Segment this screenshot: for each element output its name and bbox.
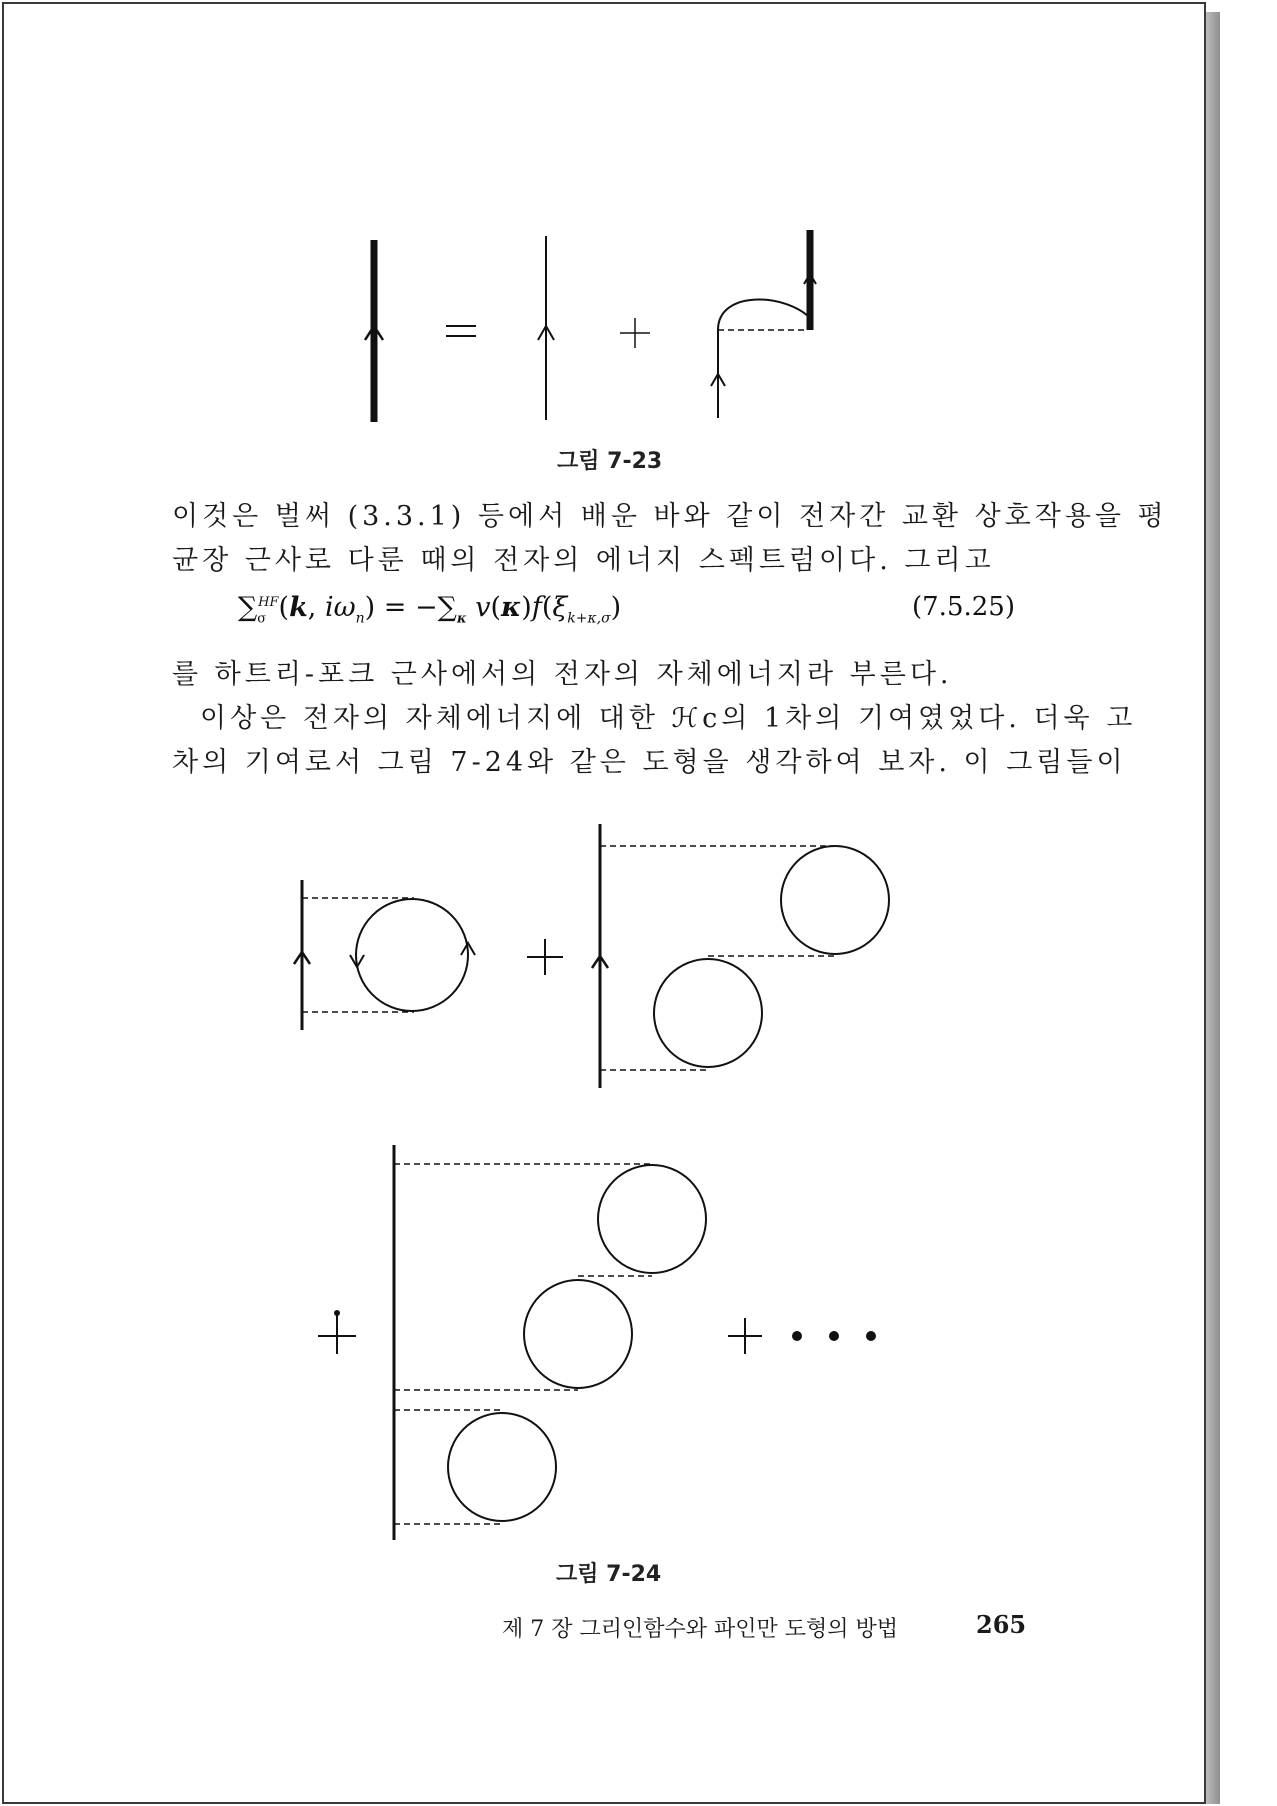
figure-7-24-caption: 그림 7-24	[556, 1562, 662, 1587]
exchange-arc	[718, 300, 810, 330]
paragraph-2-line-2: 이상은 전자의 자체에너지에 대한 ℋc의 1차의 기여였었다. 더욱 고	[200, 703, 1137, 734]
equation-7-5-25: $\sum_\sigma^{HF}(k$, $i\omega_n) = -\sum_\kappa$ $v(\kappa)f(\xi_{k+\kappa,\sigma})$	[238, 592, 622, 627]
paragraph-1-line-1: 이것은 벌써 (3.3.1) 등에서 배운 바와 같이 전자간 교환 상호작용을 평	[172, 501, 1168, 532]
figure-7-24-row-1	[294, 824, 889, 1088]
equation-number: (7.5.25)	[912, 592, 1015, 622]
figure-7-23-diagram	[365, 230, 816, 422]
bubble-circle	[598, 1165, 706, 1273]
chapter-title: 제 7 장 그리인함수와 파인만 도형의 방법	[502, 1617, 898, 1642]
ellipsis-dots	[792, 1331, 876, 1341]
bubble-circle	[781, 846, 889, 954]
paragraph-2-line-1: 를 하트리-포크 근사에서의 전자의 자체에너지라 부른다.	[172, 659, 953, 690]
figure-7-23-caption: 그림 7-23	[557, 449, 663, 474]
paragraph-2-line-3: 차의 기여로서 그림 7-24와 같은 도형을 생각하여 보자. 이 그림들이	[172, 747, 1127, 778]
figure-7-24-row-2	[318, 1145, 876, 1540]
paragraph-1-line-2: 균장 근사로 다룬 때의 전자의 에너지 스펙트럼이다. 그리고	[172, 545, 995, 576]
bubble-circle	[524, 1280, 632, 1388]
bubble-circle	[448, 1413, 556, 1521]
bubble-circle	[654, 959, 762, 1067]
electron-loop-circle	[356, 899, 468, 1011]
page-number: 265	[976, 1610, 1027, 1639]
